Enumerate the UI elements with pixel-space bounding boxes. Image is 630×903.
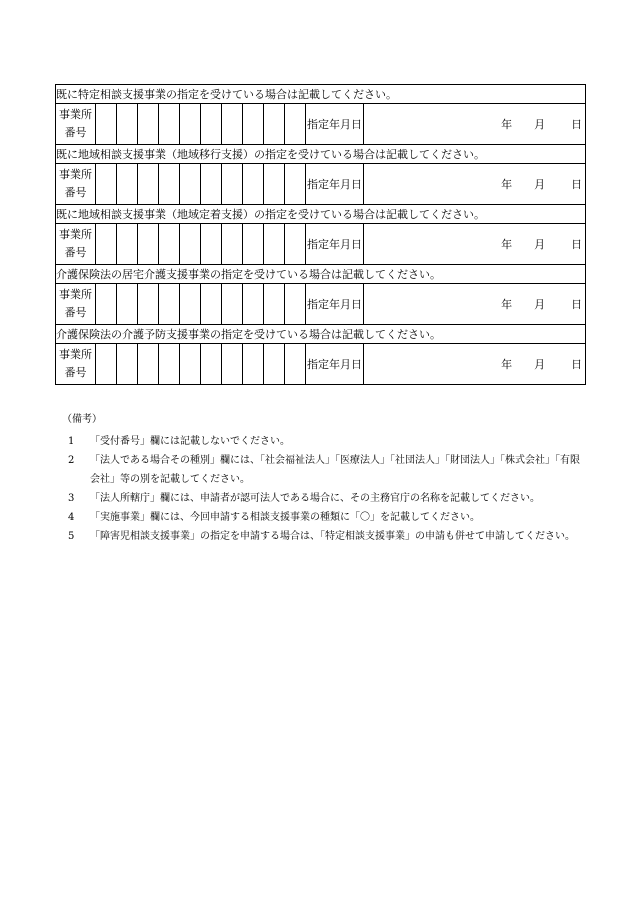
month-unit: 月: [534, 118, 546, 131]
remark-number: 4: [68, 512, 75, 523]
office-number-digit-box[interactable]: [96, 224, 117, 265]
month-unit: 月: [534, 298, 546, 311]
month-unit: 月: [534, 358, 546, 371]
section-heading: 介護保険法の介護予防支援事業の指定を受けている場合は記載してください。: [56, 325, 586, 344]
office-number-digit-box[interactable]: [264, 284, 285, 325]
office-number-digit-box[interactable]: [243, 164, 264, 205]
office-number-digit-box[interactable]: [285, 104, 306, 145]
month-unit: 月: [534, 178, 546, 191]
year-unit: 年: [501, 298, 513, 311]
year-unit: 年: [501, 358, 513, 371]
day-unit: 日: [571, 358, 583, 371]
office-number-label-line2: 番号: [64, 186, 87, 199]
office-number-digit-box[interactable]: [96, 344, 117, 385]
office-number-label: [56, 104, 96, 145]
remark-item: [62, 508, 587, 527]
office-number-digit-box[interactable]: [201, 344, 222, 385]
designation-date-label: 指定年月日: [306, 104, 364, 145]
office-number-digit-box[interactable]: [201, 224, 222, 265]
remark-text: 「障害児相談支援事業」の指定を申請する場合は、「特定相談支援事業」の申請も併せて申請してください。: [90, 531, 575, 542]
designation-date-field[interactable]: [364, 164, 586, 205]
remark-text: 「法人である場合その種別」欄には、「社会福祉法人」「医療法人」「社団法人」「財団法人」「株式会社」「有限会社」等の別を記載してください。: [90, 455, 580, 485]
office-number-digit-box[interactable]: [243, 104, 264, 145]
office-number-digit-box[interactable]: [180, 104, 201, 145]
office-number-digit-box[interactable]: [222, 164, 243, 205]
office-number-digit-box[interactable]: [264, 164, 285, 205]
remark-number: 5: [68, 531, 75, 542]
office-number-digit-box[interactable]: [285, 344, 306, 385]
designation-date-field[interactable]: [364, 224, 586, 265]
office-number-digit-box[interactable]: [201, 284, 222, 325]
office-entry-row: [56, 344, 586, 385]
office-number-digit-box[interactable]: [159, 284, 180, 325]
office-number-digit-box[interactable]: [117, 344, 138, 385]
office-number-label-line1: 事業所: [59, 288, 92, 301]
remark-number: 1: [68, 436, 75, 447]
section-heading-row: [56, 325, 586, 344]
remark-item: [62, 527, 587, 546]
office-number-digit-box[interactable]: [222, 284, 243, 325]
office-number-digit-box[interactable]: [138, 344, 159, 385]
designation-date-field[interactable]: [364, 104, 586, 145]
office-number-digit-box[interactable]: [243, 284, 264, 325]
section-heading-row: [56, 145, 586, 164]
office-number-digit-box[interactable]: [138, 164, 159, 205]
section-heading: 既に特定相談支援事業の指定を受けている場合は記載してください。: [56, 85, 586, 104]
office-number-digit-box[interactable]: [96, 164, 117, 205]
office-number-digit-box[interactable]: [159, 104, 180, 145]
office-number-label: [56, 164, 96, 205]
section-heading: 介護保険法の居宅介護支援事業の指定を受けている場合は記載してください。: [56, 265, 586, 284]
office-number-digit-box[interactable]: [96, 284, 117, 325]
day-unit: 日: [571, 238, 583, 251]
office-number-label-line1: 事業所: [59, 108, 92, 121]
office-number-digit-box[interactable]: [159, 164, 180, 205]
office-number-digit-box[interactable]: [117, 104, 138, 145]
remark-text: 「法人所轄庁」欄には、申請者が認可法人である場合に、その主務官庁の名称を記載してください。: [90, 493, 540, 504]
designation-date-field[interactable]: [364, 344, 586, 385]
office-number-digit-box[interactable]: [264, 104, 285, 145]
designation-date-label: 指定年月日: [306, 344, 364, 385]
office-number-label-line2: 番号: [64, 306, 87, 319]
year-unit: 年: [501, 238, 513, 251]
section-heading: 既に地域相談支援事業（地域定着支援）の指定を受けている場合は記載してください。: [56, 205, 586, 224]
office-number-digit-box[interactable]: [159, 344, 180, 385]
section-heading-row: [56, 205, 586, 224]
day-unit: 日: [571, 298, 583, 311]
office-number-digit-box[interactable]: [180, 224, 201, 265]
day-unit: 日: [571, 178, 583, 191]
remark-number: 3: [68, 493, 75, 504]
office-number-digit-box[interactable]: [222, 104, 243, 145]
office-number-label: [56, 224, 96, 265]
office-number-digit-box[interactable]: [180, 284, 201, 325]
section-heading: 既に地域相談支援事業（地域移行支援）の指定を受けている場合は記載してください。: [56, 145, 586, 164]
office-number-digit-box[interactable]: [117, 164, 138, 205]
remark-item: [62, 451, 587, 489]
office-entry-row: [56, 164, 586, 205]
remark-number: 2: [68, 455, 75, 466]
office-number-digit-box[interactable]: [285, 224, 306, 265]
remarks-list: [62, 432, 587, 546]
office-entry-row: [56, 284, 586, 325]
remark-item: [62, 489, 587, 508]
designation-date-label: 指定年月日: [306, 224, 364, 265]
designation-date-label: 指定年月日: [306, 284, 364, 325]
year-unit: 年: [501, 118, 513, 131]
office-number-digit-box[interactable]: [201, 164, 222, 205]
office-number-label-line1: 事業所: [59, 228, 92, 241]
office-number-label-line1: 事業所: [59, 348, 92, 361]
office-number-digit-box[interactable]: [138, 284, 159, 325]
office-number-digit-box[interactable]: [264, 344, 285, 385]
designation-table: [55, 84, 586, 385]
office-number-digit-box[interactable]: [222, 344, 243, 385]
office-number-digit-box[interactable]: [117, 284, 138, 325]
section-heading-row: [56, 265, 586, 284]
office-number-label-line2: 番号: [64, 126, 87, 139]
office-number-digit-box[interactable]: [180, 164, 201, 205]
office-number-digit-box[interactable]: [117, 224, 138, 265]
remarks-title: （備考）: [62, 414, 102, 425]
office-number-digit-box[interactable]: [222, 224, 243, 265]
office-entry-row: [56, 104, 586, 145]
office-number-label-line2: 番号: [64, 246, 87, 259]
office-number-label-line2: 番号: [64, 366, 87, 379]
section-heading-row: [56, 85, 586, 104]
office-number-digit-box[interactable]: [243, 344, 264, 385]
office-number-digit-box[interactable]: [180, 344, 201, 385]
office-number-label: [56, 284, 96, 325]
office-number-digit-box[interactable]: [96, 104, 117, 145]
day-unit: 日: [571, 118, 583, 131]
designation-date-field[interactable]: [364, 284, 586, 325]
office-number-digit-box[interactable]: [285, 284, 306, 325]
office-number-digit-box[interactable]: [285, 164, 306, 205]
office-number-label-line1: 事業所: [59, 168, 92, 181]
remark-text: 「受付番号」欄には記載しないでください。: [90, 436, 290, 447]
remark-text: 「実施事業」欄には、今回申請する相談支援事業の種類に「〇」を記載してください。: [90, 512, 480, 523]
office-number-digit-box[interactable]: [201, 104, 222, 145]
office-number-label: [56, 344, 96, 385]
designation-date-label: 指定年月日: [306, 164, 364, 205]
year-unit: 年: [501, 178, 513, 191]
office-number-digit-box[interactable]: [159, 224, 180, 265]
office-number-digit-box[interactable]: [138, 224, 159, 265]
remarks-section: [62, 410, 587, 546]
month-unit: 月: [534, 238, 546, 251]
office-number-digit-box[interactable]: [264, 224, 285, 265]
office-number-digit-box[interactable]: [138, 104, 159, 145]
remark-item: [62, 432, 587, 451]
office-number-digit-box[interactable]: [243, 224, 264, 265]
office-entry-row: [56, 224, 586, 265]
